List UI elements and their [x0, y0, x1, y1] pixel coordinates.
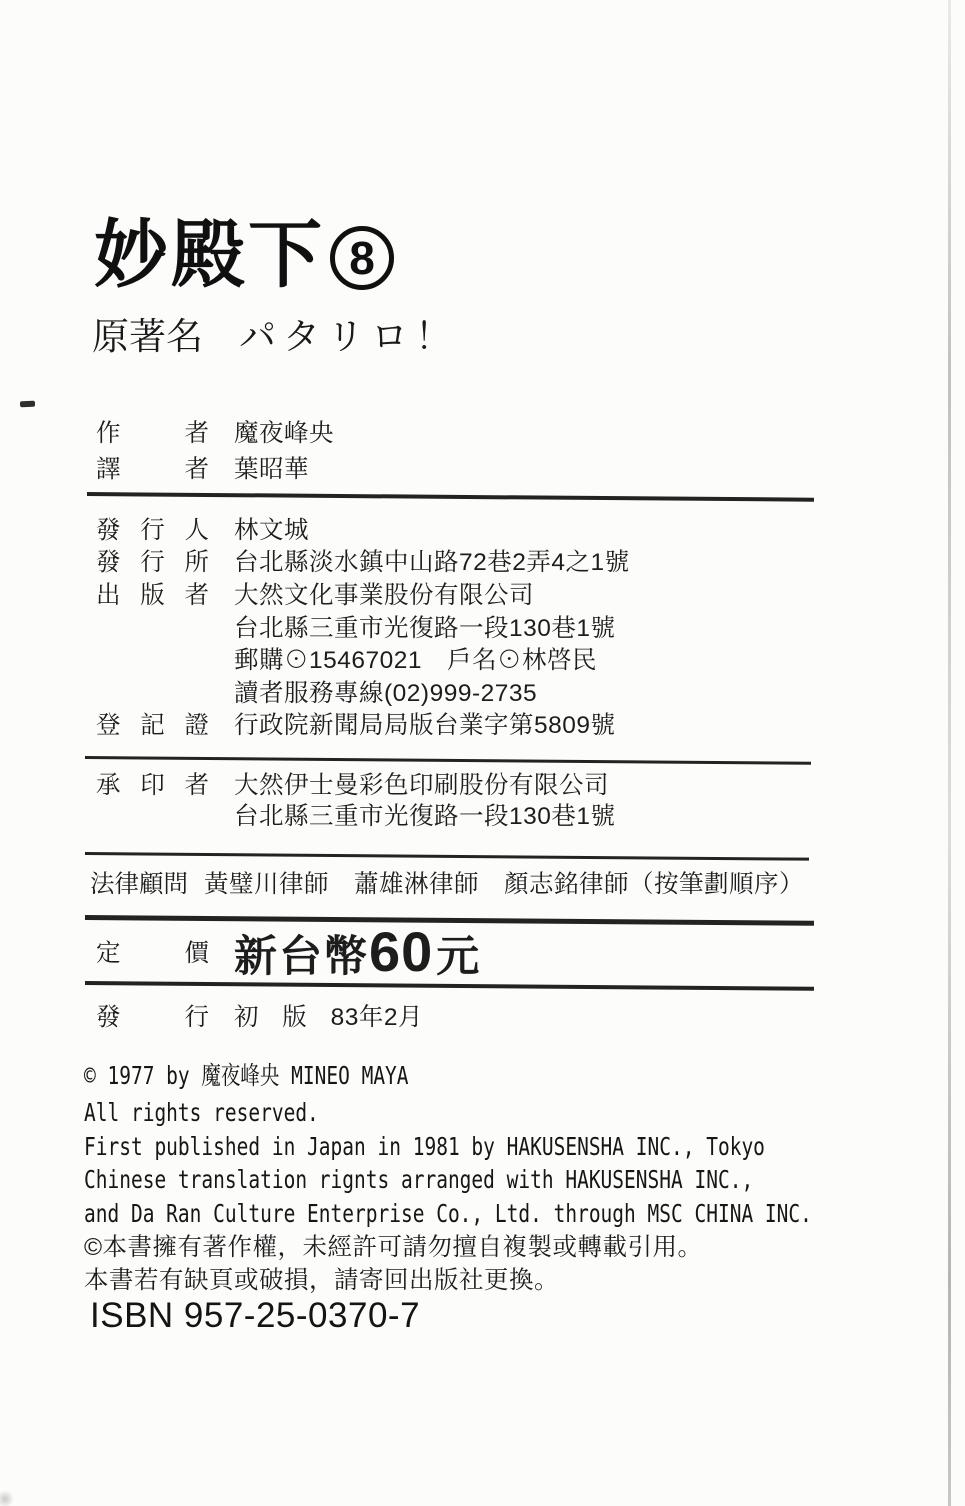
printer-block [96, 768, 616, 830]
row-value: 大然伊士曼彩色印刷股份有限公司 [234, 772, 609, 799]
copyright-line: © 1977 by 魔夜峰央 MINEO MAYA [84, 1061, 409, 1090]
price-unit: 元 [436, 932, 480, 981]
notice-block [84, 1232, 703, 1297]
english-copyright-block [84, 1096, 965, 1230]
row-label: 登記證 [96, 712, 209, 740]
translation-rights-line: Chinese translation rignts arranged with HAKUSENSHA INC., [84, 1165, 754, 1195]
edition-label: 發行 [96, 1003, 209, 1031]
divider [85, 852, 809, 861]
original-title: パタリロ！ [239, 316, 459, 357]
original-title-label: 原著名 [92, 316, 203, 357]
price-value [234, 919, 479, 984]
row-value: 讀者服務專線(02)999-2735 [234, 679, 538, 707]
copyright-notice: ©本書擁有著作權，未經許可請勿擅自複製或轉載引用。 [84, 1234, 703, 1261]
publisher-company-row [96, 577, 630, 610]
credits-block [96, 413, 334, 485]
first-published-line: First published in Japan in 1981 by HAKUSENSHA INC., Tokyo [84, 1131, 765, 1161]
page-edge-shadow [948, 0, 951, 1506]
row-label: 承印者 [96, 772, 209, 799]
publishing-block [96, 512, 630, 740]
translator-row [96, 449, 334, 485]
row-label: 發行人 [96, 516, 209, 544]
isbn: ISBN 957-25-0370-7 [90, 1296, 421, 1335]
original-title-line [92, 306, 459, 360]
volume-badge [330, 226, 394, 290]
row-value: 大然文化事業股份有限公司 [234, 581, 534, 609]
row-value: 葉昭華 [234, 455, 309, 483]
publisher-person-row [96, 512, 630, 545]
registration-row [96, 708, 630, 741]
printer-row [96, 768, 616, 799]
scan-smudge [0, 1490, 14, 1506]
row-label: 譯者 [96, 455, 209, 483]
volume-number: 8 [349, 232, 375, 284]
distributor-row [96, 545, 630, 578]
rights-reserved-line: All rights reserved. [84, 1098, 319, 1127]
service-phone-row [96, 675, 630, 708]
row-value: 黃璧川律師 蕭雄淋律師 顏志銘律師（按筆劃順序） [204, 871, 804, 898]
legal-block [90, 866, 804, 899]
book-title [94, 196, 394, 302]
scan-mark [20, 401, 35, 408]
arrangement-line: and Da Ran Culture Enterprise Co., Ltd. through MSC CHINA INC. [84, 1198, 812, 1228]
row-value: 台北縣三重市光復路一段130巷1號 [234, 803, 616, 830]
divider [87, 492, 814, 502]
row-value: 郵購⊙15467021 戶名⊙林啓民 [234, 647, 598, 675]
price-row [96, 920, 479, 982]
row-label: 法律顧問 [90, 871, 188, 898]
row-value: 林文城 [234, 516, 309, 544]
divider [85, 756, 811, 765]
row-value: 台北縣淡水鎮中山路72巷2弄4之1號 [234, 549, 630, 577]
mail-order-row [96, 642, 630, 675]
edition-value: 初 版 83年2月 [234, 1003, 423, 1031]
price-amount: 60 [369, 919, 434, 983]
price-currency: 新台幣 [234, 932, 369, 981]
price-label: 定價 [96, 939, 209, 967]
edition-row [96, 998, 423, 1032]
row-value: 行政院新聞局局版台業字第5809號 [234, 712, 616, 740]
row-label: 出版者 [96, 581, 209, 609]
legal-advisors-row [90, 866, 804, 899]
author-row [96, 413, 334, 449]
printer-address-row [96, 799, 616, 830]
book-title-text: 妙殿下 [94, 213, 325, 296]
row-value: 魔夜峰央 [234, 419, 334, 447]
row-value: 台北縣三重市光復路一段130巷1號 [234, 614, 616, 642]
row-label: 作者 [96, 419, 209, 447]
publisher-address-row [96, 610, 630, 643]
replacement-notice: 本書若有缺頁或破損，請寄回出版社更換。 [84, 1266, 559, 1294]
row-label: 發行所 [96, 549, 209, 577]
